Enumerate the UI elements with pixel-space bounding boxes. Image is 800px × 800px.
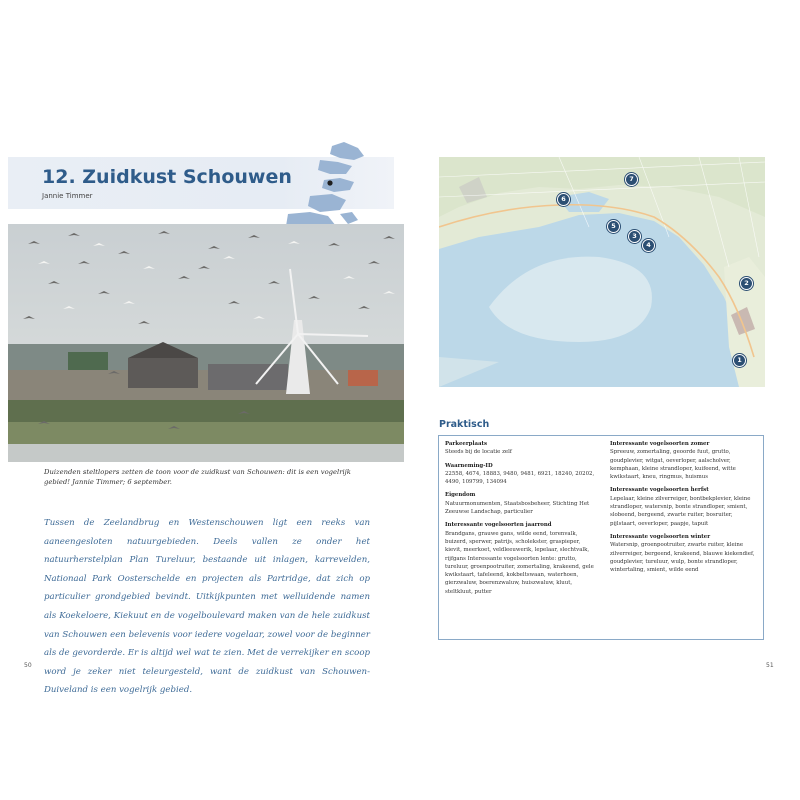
section-text: 22558, 4674, 18883, 9480, 9481, 6921, 18240, 20202, 4490, 109799, 134094: [445, 470, 595, 486]
intro-paragraph: Tussen de Zeelandbrug en Westenschouwen ligt een reeks van aaneengesloten natuurgebieden. Deels vallen ze onder het natuurherstelplan Plan Tureluur, bestaande uit inlagen, karrevelden, Nationaal Park Oosterschelde en projecten als Partridge, dat zich op particulier grondgebied bevindt. Uitkijkpunten met welluidende namen als Koekeloere, Kiekuut en de vogelboulevard maken van de hele zuidkust van Schouwen een belevenis voor iedere vogelaar, zowel voor de beginner als de gevorderde. Er is altijd wel wat te zien. Met de verrekijker en scoop word je zeker niet teleurgesteld, want de zuidkust van Schouwen-Duiveland is een vogelrijk gebied.: [44, 518, 370, 696]
info-section-winter: [610, 533, 760, 574]
location-dot: [327, 180, 332, 185]
section-text: Brandgans, grauwe gans, wilde eend, torenvalk, buizerd, sperwer, patrijs, scholekster, graspieper, kievit, meerkoet, veldleeuwerik, lepelaar, slechtvalk, rijfgans Interessante vogelsoorten lente: grutto, tureluur, groenpootruiter, zomertaling, krakeend, gele kwikstaart, tafeleend, kokbeltswaan, waterhoen, gierzwaluw, boerenzwaluw, huiszwaluw, kluut, steltkluut, putter: [445, 530, 594, 595]
area-map: [439, 157, 765, 387]
section-title: Interessante vogelsoorten winter: [610, 533, 711, 540]
section-title: Waarneming-ID: [445, 462, 493, 469]
section-text: Watersnip, groenpootruiter, zwarte ruiter, kleine zilverreiger, bergeend, krakeend, blauwe kiekendief, goudplevier, tureluur, wulp, bonte strandloper, wintertaling, smient, wilde eend: [610, 542, 755, 574]
info-section-waarneming: [445, 462, 595, 487]
praktisch-heading: Praktisch: [439, 419, 490, 430]
info-section-parking: [445, 440, 595, 457]
map-marker-3[interactable]: 3: [628, 230, 641, 243]
windmill-birds-photo: [8, 224, 404, 462]
section-title: Interessante vogelsoorten herfst: [610, 487, 709, 494]
section-title: Interessante vogelsoorten jaarrond: [445, 522, 552, 529]
page-number-left: 50: [24, 662, 32, 669]
page-number-right: 51: [766, 662, 774, 669]
photo-caption: Duizenden steltlopers zetten de toon voor de zuidkust van Schouwen: dit is een vogelrijk gebied! Jannie Timmer; 6 september.: [44, 468, 351, 486]
praktisch-left-column: [445, 440, 595, 601]
map-marker-4[interactable]: 4: [642, 239, 655, 252]
praktisch-box: [438, 435, 764, 640]
map-marker-1[interactable]: 1: [733, 354, 746, 367]
info-section-jaarrond: [445, 521, 595, 596]
section-text: Spreeuw, zomertaling, geoorde fuut, grutto, goudplevier, witgat, oeverloper, aalscholver, kemphaan, kleine strandloper, kuifeend, witte kwikstaart, kneu, ringmus, huismus: [610, 449, 736, 481]
info-section-herfst: [610, 486, 760, 527]
info-section-zomer: [610, 440, 760, 481]
map-marker-5[interactable]: 5: [607, 220, 620, 233]
chapter-author: Jannie Timmer: [42, 192, 93, 200]
map-marker-2[interactable]: 2: [740, 277, 753, 290]
section-text: Steeds bij de locatie zelf: [445, 449, 512, 456]
section-text: Natuurmonumenten, Staatsbosbeheer, Stichting Het Zeeuwse Landschap, particulier: [445, 500, 590, 516]
praktisch-right-column: [610, 440, 760, 579]
section-text: Lepelaar, kleine zilverreiger, bontbekplevier, kleine strandloper, watersnip, bonte strandloper, smient, slobeend, bergeend, zwarte ruiter, bosruiter, pijlstaart, oeverloper, paapje, tapuit: [610, 495, 751, 527]
map-illustration: [439, 157, 765, 387]
section-title: Interessante vogelsoorten zomer: [610, 441, 710, 447]
section-title: Parkeerplaats: [445, 441, 488, 447]
map-marker-7[interactable]: 7: [625, 173, 638, 186]
info-section-eigendom: [445, 491, 595, 516]
map-marker-6[interactable]: 6: [557, 193, 570, 206]
photo-illustration: [8, 224, 404, 462]
section-title: Eigendom: [445, 492, 476, 499]
chapter-title: 12. Zuidkust Schouwen: [42, 166, 292, 188]
